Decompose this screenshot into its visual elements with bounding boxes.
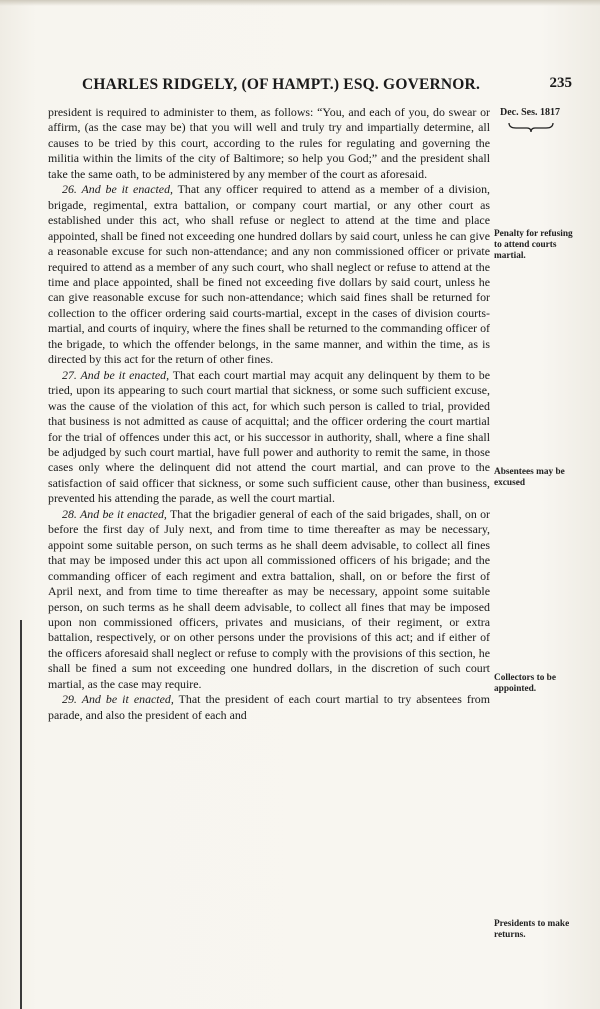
paragraph-continuation: [48, 105, 490, 182]
margin-note-penalty: Penalty for refusing to attend courts martial.: [494, 229, 573, 261]
enacting-clause: 28. And be it enacted,: [62, 506, 167, 521]
section-29: [48, 692, 490, 723]
enacting-clause: 27. And be it enacted,: [62, 367, 170, 382]
section-28: [48, 507, 490, 692]
paragraph-text: president is required to administer to them, as follows: “You, and each of you, do swear or affirm, (as the case may be) that you will well and truly try and impartially determine, all causes to be tried by this court, according to the rules for regulating and governing the militia within the limits of the city of Baltimore; so help you God;” and the president shall take the same oath, to be administered by any member of the court as aforesaid.: [48, 105, 490, 181]
margin-note-session: Dec. Ses. 1817: [500, 107, 560, 118]
paragraph-text: That each court martial may acquit any delinquent by them to be tried, upon its appearing to such court martial that sickness, or some such sufficient excuse, was the cause of the violation of this act, for which such person is called to trial, provided that business is not admitted as cause of acquittal; and the officer ordering the court martial for the trial of offences under this act, or his successor in authority, shall, where a fine shall be adjudged by such court martial, have full power and authority to remit the same, in those cases only where the delinquent did not attend the court martial, and can prove to the satisfaction of said officer that sickness, or some such sufficient cause, other than business, prevented his attending the parade, as well the court martial.: [48, 367, 490, 506]
section-26: [48, 182, 490, 367]
margin-note-collectors: Collectors to be appointed.: [494, 673, 556, 694]
binding-shadow-line: [20, 620, 22, 1009]
body-text: [48, 105, 490, 723]
paragraph-text: That the brigadier general of each of the said brigades, shall, on or before the first day of July next, and from time to time thereafter as may be necessary, appoint some suitable person, on such terms as he shall deem advisable, to collect all fines that may be imposed under this act upon all commissioned officers of his brigade; and the commanding officer of each regiment and extra battalion, shall, on or before the first of April next, and from time to time thereafter as may be necessary, appoint some suitable person, on such terms as he shall deem advisable, to collect all fines that may be imposed upon non commissioned officers, privates and musicians, of their regiment, or extra battalion, respectively, or on other persons under the provisions of this act; and if either of the officers aforesaid shall neglect or refuse to comply with the provisions of this section, he shall be fined a sum not exceeding one hundred dollars, in the discretion of such court martial, as the case may require.: [48, 506, 491, 691]
page-top-edge: [0, 0, 600, 6]
enacting-clause: 29. And be it enacted,: [62, 692, 174, 707]
paragraph-text: That any officer required to attend as a member of a division, brigade, regimental, extra battalion, or company court martial, or any other court as established under this act, who shall refuse or neglect to attend at the time and place appointed, shall be fined not exceeding one hundred dollars by said court, unless he can give a reasonable excuse for such non-attendance; and any non commissioned officer or private required to attend as a member of any such court, who shall neglect or refuse to attend at the time and place appointed, shall be fined not exceeding five dollars by said court, unless he can give reasonable excuse for such non-attendance; which said fines shall be returned for collection to the officer ordering said courts-martial, except in the cases of division courts-martial, and courts of inquiry, where the fines shall be returned to the commanding officer of the brigade, to which the offender belongs, in the same manner, and within the time, as is directed by this act for the return of other fines.: [48, 182, 490, 367]
margin-note-presidents: Presidents to make returns.: [494, 919, 570, 940]
page-header: [82, 76, 572, 98]
paragraph-text: That the president of each court martial to try absentees from parade, and also the president of each and: [48, 692, 490, 722]
margin-note-absentees: Absentees may be excused: [494, 467, 565, 488]
running-head: CHARLES RIDGELY, (OF HAMPT.) ESQ. GOVERNOR.: [82, 76, 481, 93]
enacting-clause: 26. And be it enacted,: [62, 182, 173, 197]
brace-icon: [508, 121, 554, 133]
section-27: [48, 368, 490, 507]
page-number: 235: [549, 75, 572, 91]
